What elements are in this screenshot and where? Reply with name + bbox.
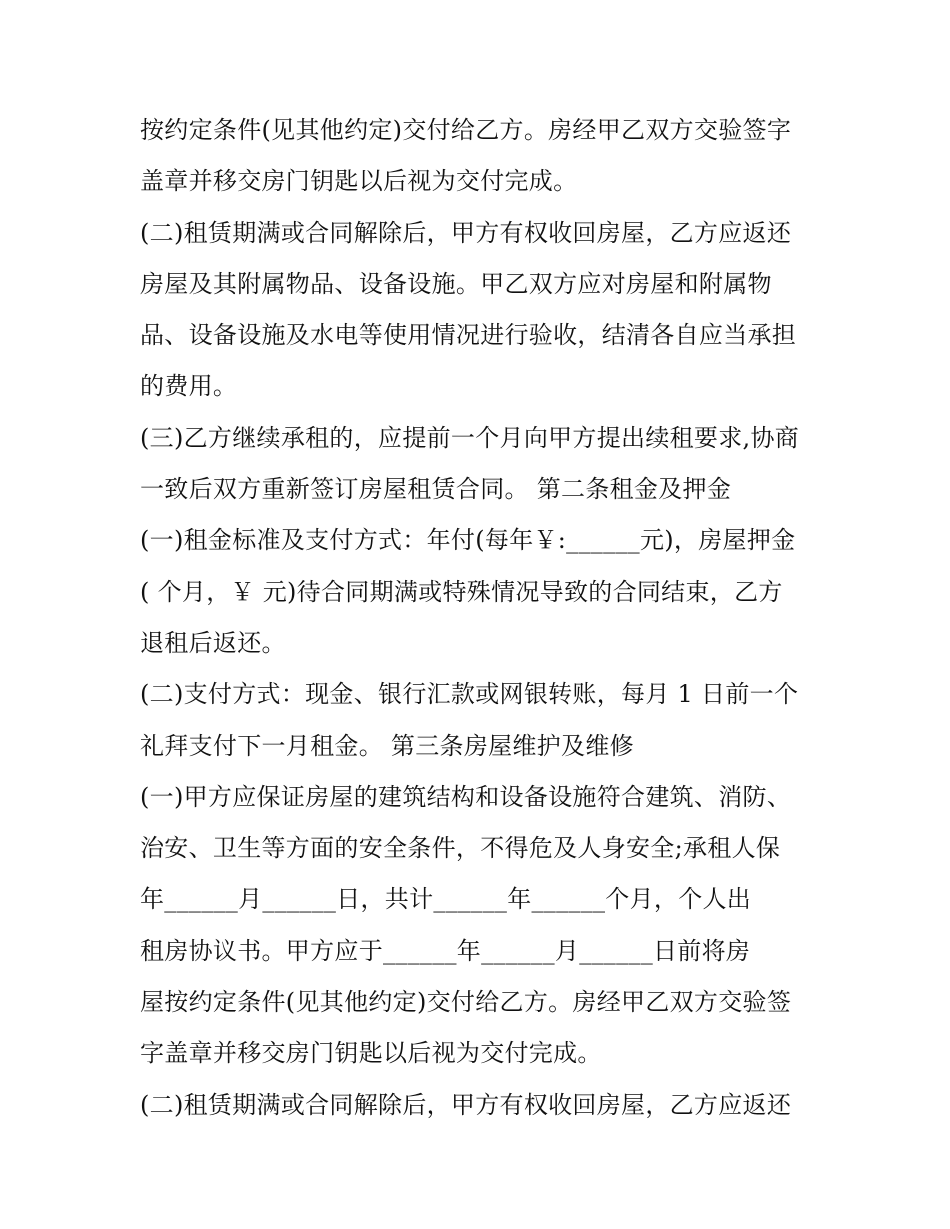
- text-line: 租房协议书。甲方应于______年______月______日前将房: [140, 936, 751, 965]
- text-line: ( 个月，￥ 元)待合同期满或特殊情况导致的合同结束，乙方: [140, 577, 783, 606]
- text-line: 一致后双方重新签订房屋租赁合同。 第二条租金及押金: [140, 475, 732, 504]
- document-body: [140, 105, 820, 1131]
- text-line: (一)租金标准及支付方式：年付(每年￥:______元)，房屋押金: [140, 526, 796, 555]
- text-line: 品、设备设施及水电等使用情况进行验收，结清各自应当承担: [140, 321, 797, 350]
- text-line: (二)支付方式：现金、银行汇款或网银转账，每月 1 日前一个: [140, 680, 799, 709]
- text-line: 退租后返还。: [140, 628, 286, 657]
- text-line: 盖章并移交房门钥匙以后视为交付完成。: [140, 167, 578, 196]
- text-line: 礼拜支付下一月租金。 第三条房屋维护及维修: [140, 731, 634, 760]
- text-line: 按约定条件(见其他约定)交付给乙方。房经甲乙双方交验签字: [140, 116, 792, 144]
- text-line: 房屋及其附属物品、设备设施。甲乙双方应对房屋和附属物: [140, 269, 772, 298]
- text-line: 年______月______日，共计______年______个月，个人出: [140, 885, 752, 914]
- text-line: 字盖章并移交房门钥匙以后视为交付完成。: [140, 1039, 602, 1068]
- text-line: 的费用。: [140, 372, 238, 401]
- text-line: 屋按约定条件(见其他约定)交付给乙方。房经甲乙双方交验签: [140, 988, 792, 1017]
- text-line: (二)租赁期满或合同解除后，甲方有权收回房屋，乙方应返还: [140, 1090, 792, 1119]
- text-line: (一)甲方应保证房屋的建筑结构和设备设施符合建筑、消防、: [140, 782, 792, 811]
- text-line: (三)乙方继续承租的，应提前一个月向甲方提出续租要求,协商: [140, 423, 800, 452]
- text-line: (二)租赁期满或合同解除后，甲方有权收回房屋，乙方应返还: [140, 218, 792, 247]
- text-line: 治安、卫生等方面的安全条件，不得危及人身安全;承租人保: [140, 834, 781, 863]
